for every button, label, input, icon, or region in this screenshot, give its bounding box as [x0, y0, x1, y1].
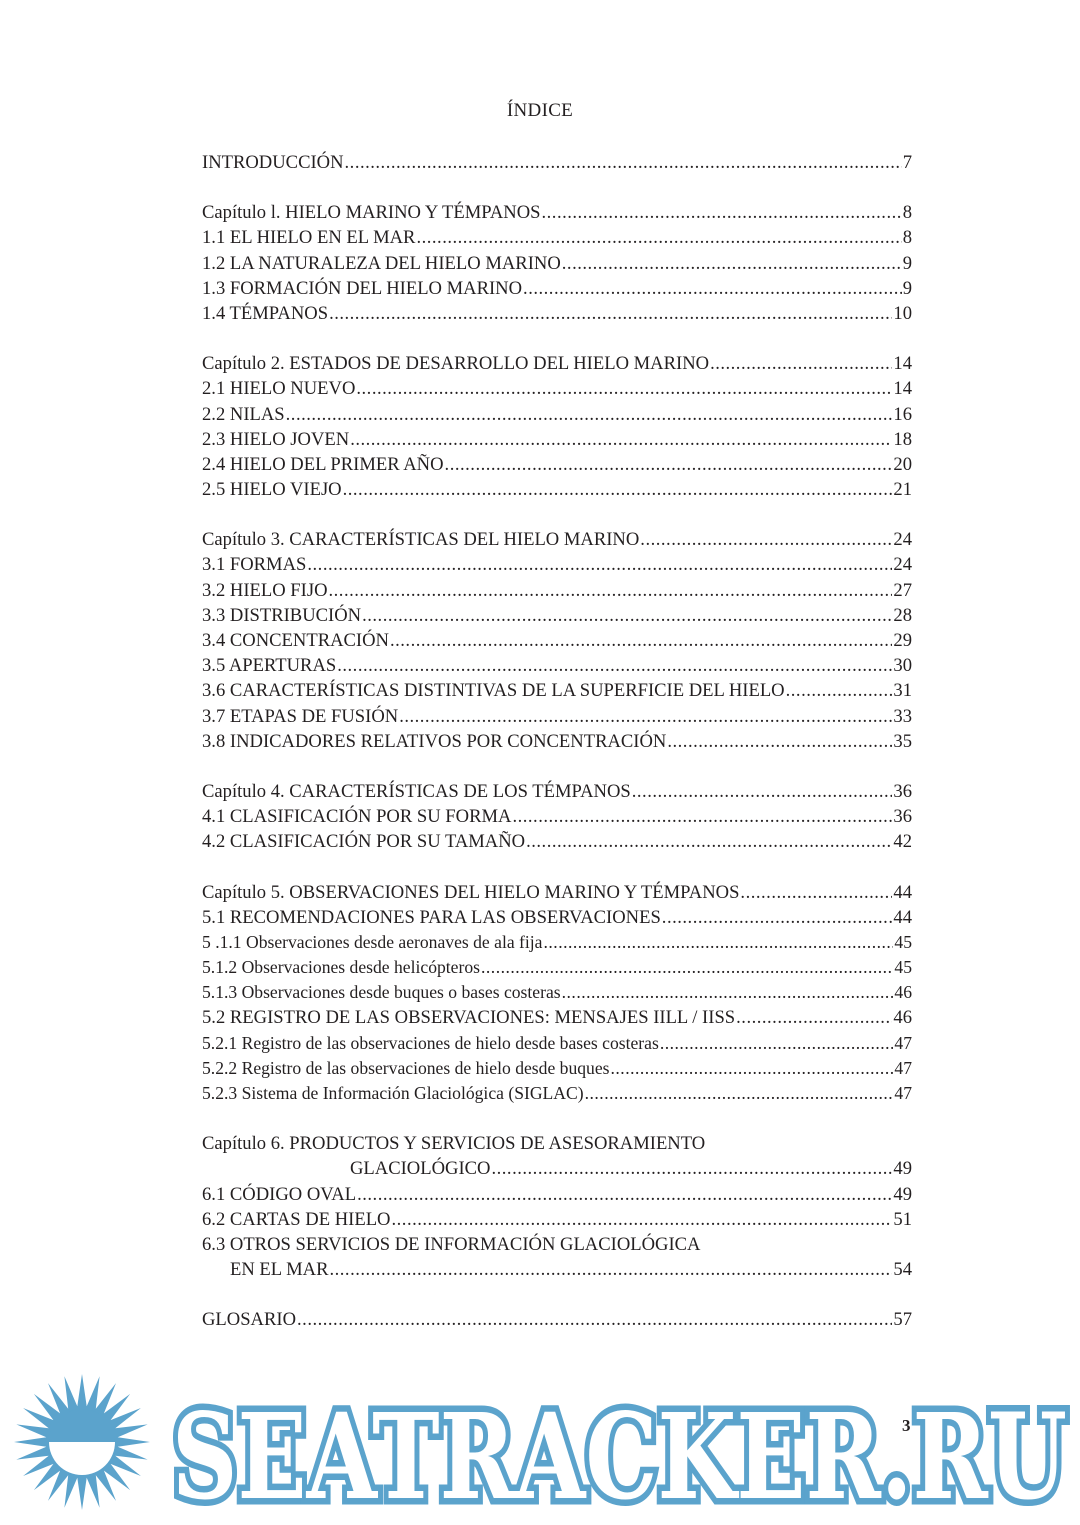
toc-chapter-2[interactable] [202, 351, 912, 376]
toc-label: 2.5 HIELO VIEJO [202, 479, 342, 501]
toc-chapter-5[interactable] [202, 880, 912, 905]
toc-entry[interactable] [202, 552, 912, 577]
toc-chapter-6-continuation[interactable] [202, 1156, 912, 1181]
toc-label: 5.2.2 Registro de las observaciones de hielo desde buques [202, 1057, 610, 1078]
toc-label: 1.1 EL HIELO EN EL MAR [202, 227, 416, 249]
toc-label: 1.4 TÉMPANOS [202, 302, 329, 324]
leader-dots [512, 804, 892, 829]
toc-page: 49 [893, 1183, 912, 1205]
toc-entry[interactable] [202, 452, 912, 477]
toc-label: GLACIOLÓGICO [350, 1158, 491, 1180]
toc-label: 3.6 CARACTERÍSTICAS DISTINTIVAS DE LA SUPERFICIE DEL HIELO [202, 680, 785, 702]
leader-dots [585, 1081, 894, 1106]
toc-entry[interactable] [202, 1081, 912, 1106]
toc-label: 4.1 CLASIFICACIÓN POR SU FORMA [202, 806, 512, 828]
toc-entry[interactable] [202, 980, 912, 1005]
toc-entry[interactable] [202, 276, 912, 301]
toc-chapter-6[interactable] [202, 1131, 912, 1156]
watermark-text: SEATRACKER.RU [172, 1387, 1067, 1510]
toc-entry[interactable] [202, 1207, 912, 1232]
toc-label: INTRODUCCIÓN [202, 152, 344, 173]
leader-dots [667, 729, 892, 754]
toc-label: 3.2 HIELO FIJO [202, 579, 328, 601]
leader-dots [357, 1182, 892, 1207]
toc-label: 4.2 CLASIFICACIÓN POR SU TAMAÑO [202, 831, 526, 853]
toc-entry[interactable] [202, 930, 912, 955]
toc-label: GLOSARIO [202, 1309, 297, 1331]
toc-entry[interactable] [202, 829, 912, 854]
toc-entry[interactable] [202, 578, 912, 603]
leader-dots [445, 452, 893, 477]
toc-label: EN EL MAR [230, 1259, 329, 1281]
toc-label: 5.2.1 Registro de las observaciones de hielo desde bases costeras [202, 1032, 659, 1053]
toc-entry-introduccion[interactable] [202, 150, 912, 175]
toc-page: 18 [893, 428, 912, 450]
leader-dots [640, 527, 892, 552]
toc-entry[interactable] [202, 477, 912, 502]
leader-dots [390, 628, 892, 653]
toc-label: Capítulo 5. OBSERVACIONES DEL HIELO MARINO Y TÉMPANOS [202, 881, 740, 903]
toc-page: 14 [893, 353, 912, 375]
toc-entry[interactable] [202, 301, 912, 326]
toc-page: 7 [902, 152, 912, 173]
leader-dots [491, 1156, 892, 1181]
leader-dots [542, 200, 902, 225]
toc-page: 8 [902, 202, 912, 224]
toc-page: 44 [893, 881, 912, 903]
toc-label: 5.2.3 Sistema de Información Glaciológica (SIGLAC) [202, 1083, 584, 1103]
leader-dots [710, 351, 892, 376]
leader-dots [611, 1056, 894, 1081]
toc-entry[interactable] [202, 225, 912, 250]
toc-label: 3.4 CONCENTRACIÓN [202, 630, 389, 651]
toc-entry[interactable] [202, 1232, 912, 1257]
toc-page: 42 [893, 831, 912, 853]
toc-entry[interactable] [202, 653, 912, 678]
toc-entry[interactable] [202, 628, 912, 653]
leader-dots [416, 225, 901, 250]
toc-page: 47 [894, 1083, 912, 1103]
toc-page: 31 [893, 680, 912, 702]
leader-dots [307, 552, 892, 577]
leader-dots [544, 930, 894, 955]
leader-dots [481, 955, 893, 980]
leader-dots [329, 578, 893, 603]
toc-label: 1.2 LA NATURALEZA DEL HIELO MARINO [202, 252, 561, 274]
toc-entry[interactable] [202, 905, 912, 930]
toc-page: 35 [893, 730, 912, 752]
toc-label: 5.2 REGISTRO DE LAS OBSERVACIONES: MENSAJES IILL / IISS [202, 1007, 736, 1029]
toc-chapter-4[interactable] [202, 779, 912, 804]
leader-dots [562, 251, 902, 276]
toc-label: Capítulo 3. CARACTERÍSTICAS DEL HIELO MARINO [202, 529, 640, 551]
toc-page: 20 [893, 453, 912, 475]
leader-dots [286, 402, 893, 427]
leader-dots [740, 880, 892, 905]
leader-dots [356, 376, 892, 401]
toc-entry[interactable] [202, 678, 912, 703]
leader-dots [345, 150, 902, 175]
toc-entry[interactable] [202, 804, 912, 829]
leader-dots [526, 829, 892, 854]
toc-entry[interactable] [202, 1182, 912, 1207]
toc-page: 33 [893, 705, 912, 727]
page-number: 3 [902, 1416, 911, 1435]
toc-page: 10 [893, 302, 912, 324]
toc-page: 45 [894, 957, 912, 978]
toc-page: 14 [893, 378, 912, 400]
leader-dots [786, 678, 893, 703]
toc-entry-glosario[interactable] [202, 1307, 912, 1332]
toc-label: 3.1 FORMAS [202, 554, 307, 576]
leader-dots [562, 980, 894, 1005]
toc-page: 36 [893, 806, 912, 828]
toc-label: 3.5 APERTURAS [202, 655, 337, 677]
toc-page: 44 [893, 906, 912, 928]
toc-label: 5 .1.1 Observaciones desde aeronaves de ala fija [202, 931, 543, 952]
toc-page: 45 [894, 931, 912, 952]
toc-chapter-3[interactable] [202, 527, 912, 552]
toc-page: 57 [893, 1309, 912, 1331]
leader-dots [337, 653, 892, 678]
toc-entry[interactable] [202, 402, 912, 427]
toc-label: 3.3 DISTRIBUCIÓN [202, 604, 362, 626]
toc-label: 6.2 CARTAS DE HIELO [202, 1208, 391, 1230]
toc-label: 5.1 RECOMENDACIONES PARA LAS OBSERVACIONES [202, 906, 661, 928]
toc-page: 30 [893, 655, 912, 677]
toc-entry[interactable] [202, 729, 912, 754]
leader-dots [362, 603, 892, 628]
toc-entry[interactable] [202, 1005, 912, 1030]
toc-page: 47 [894, 1057, 912, 1078]
toc-label: Capítulo l. HIELO MARINO Y TÉMPANOS [202, 202, 541, 224]
toc-label: 3.7 ETAPAS DE FUSIÓN [202, 705, 399, 727]
leader-dots [662, 905, 893, 930]
toc-page: 21 [893, 479, 912, 501]
toc-page: 27 [893, 579, 912, 601]
toc-label: Capítulo 2. ESTADOS DE DESARROLLO DEL HIELO MARINO [202, 353, 710, 375]
toc-entry[interactable] [202, 1056, 912, 1081]
toc-page: 54 [893, 1259, 912, 1281]
toc-label: Capítulo 6. PRODUCTOS Y SERVICIOS DE ASESORAMIENTO [202, 1133, 706, 1155]
toc-chapter-1[interactable] [202, 200, 912, 225]
toc-entry[interactable] [202, 1031, 912, 1056]
leader-dots [660, 1031, 894, 1056]
leader-dots [736, 1005, 892, 1030]
toc-entry-continuation[interactable] [202, 1257, 912, 1282]
leader-dots [343, 477, 893, 502]
leader-dots [350, 427, 892, 452]
toc-page: 47 [894, 1032, 912, 1053]
sun-icon [14, 1374, 150, 1510]
toc-page: 24 [893, 529, 912, 551]
toc-page: 28 [893, 604, 912, 626]
toc-entry[interactable] [202, 251, 912, 276]
toc-page: 16 [893, 403, 912, 425]
toc-label: 6.1 CÓDIGO OVAL [202, 1183, 357, 1205]
toc-page: 29 [893, 630, 912, 651]
table-of-contents [202, 150, 912, 1333]
toc-entry[interactable] [202, 955, 912, 980]
toc-label: 5.1.3 Observaciones desde buques o bases costeras [202, 982, 561, 1003]
leader-dots [523, 276, 902, 301]
toc-label: 6.3 OTROS SERVICIOS DE INFORMACIÓN GLACIOLÓGICA [202, 1233, 701, 1255]
toc-label: 1.3 FORMACIÓN DEL HIELO MARINO [202, 277, 523, 299]
toc-page: 9 [902, 252, 912, 274]
leader-dots [392, 1207, 893, 1232]
toc-page: 8 [902, 227, 912, 249]
leader-dots [399, 704, 892, 729]
toc-entry[interactable] [202, 603, 912, 628]
toc-page: 46 [893, 1007, 912, 1029]
toc-entry[interactable] [202, 376, 912, 401]
toc-label: 2.4 HIELO DEL PRIMER AÑO [202, 453, 444, 475]
toc-entry[interactable] [202, 704, 912, 729]
leader-dots [329, 301, 892, 326]
leader-dots [297, 1307, 892, 1332]
leader-dots [632, 779, 893, 804]
leader-dots [329, 1257, 892, 1282]
toc-page: 51 [893, 1208, 912, 1230]
toc-page: 36 [893, 780, 912, 802]
watermark-logo [0, 1370, 1080, 1510]
toc-label: 2.2 NILAS [202, 403, 285, 425]
toc-page: 46 [894, 982, 912, 1003]
toc-label: 3.8 INDICADORES RELATIVOS POR CONCENTRACIÓN [202, 730, 667, 752]
toc-label: 5.1.2 Observaciones desde helicópteros [202, 957, 480, 978]
toc-page: 24 [893, 554, 912, 576]
toc-label: 2.1 HIELO NUEVO [202, 378, 356, 400]
toc-entry[interactable] [202, 427, 912, 452]
toc-page: 9 [902, 277, 912, 299]
toc-label: 2.3 HIELO JOVEN [202, 428, 350, 450]
toc-label: Capítulo 4. CARACTERÍSTICAS DE LOS TÉMPANOS [202, 780, 631, 802]
index-title: ÍNDICE [506, 100, 574, 121]
toc-page: 49 [893, 1158, 912, 1180]
